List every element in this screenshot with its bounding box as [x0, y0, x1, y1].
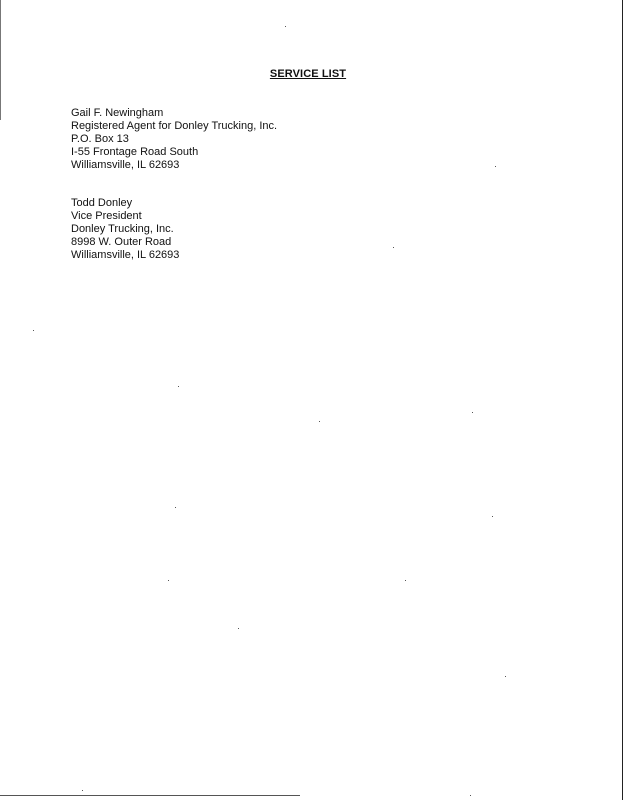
scan-speck [393, 247, 394, 248]
scan-speck [495, 166, 496, 167]
scan-edge-right [622, 0, 623, 800]
recipient-block-2 [71, 197, 179, 262]
recipient-2-name: Todd Donley [71, 197, 133, 209]
scan-speck [175, 507, 176, 508]
scan-speck [82, 790, 83, 791]
scan-speck [33, 330, 34, 331]
scan-speck [470, 795, 471, 796]
scan-speck [472, 412, 473, 413]
document-title: SERVICE LIST [269, 68, 347, 80]
scan-speck [492, 516, 493, 517]
recipient-2-address-line: 8998 W. Outer Road [71, 236, 172, 248]
recipient-2-company: Donley Trucking, Inc. [71, 223, 174, 235]
recipient-2-title: Vice President [71, 210, 142, 222]
scan-edge-bottom [0, 795, 300, 796]
scan-edge-left [0, 0, 1, 120]
scan-speck [405, 580, 406, 581]
scan-speck [178, 386, 179, 387]
recipient-1-city-line: Williamsville, IL 62693 [71, 159, 180, 171]
scan-speck [505, 676, 506, 677]
recipient-2-city-line: Williamsville, IL 62693 [71, 249, 180, 261]
scan-speck [319, 421, 320, 422]
recipient-block-1 [71, 107, 277, 172]
recipient-1-address-line: I-55 Frontage Road South [71, 146, 199, 158]
scan-speck [168, 580, 169, 581]
scan-speck [238, 628, 239, 629]
recipient-1-address-line: P.O. Box 13 [71, 133, 129, 145]
recipient-1-title: Registered Agent for Donley Trucking, Inc. [71, 120, 278, 132]
recipient-1-name: Gail F. Newingham [71, 107, 164, 119]
scan-speck [285, 26, 286, 27]
